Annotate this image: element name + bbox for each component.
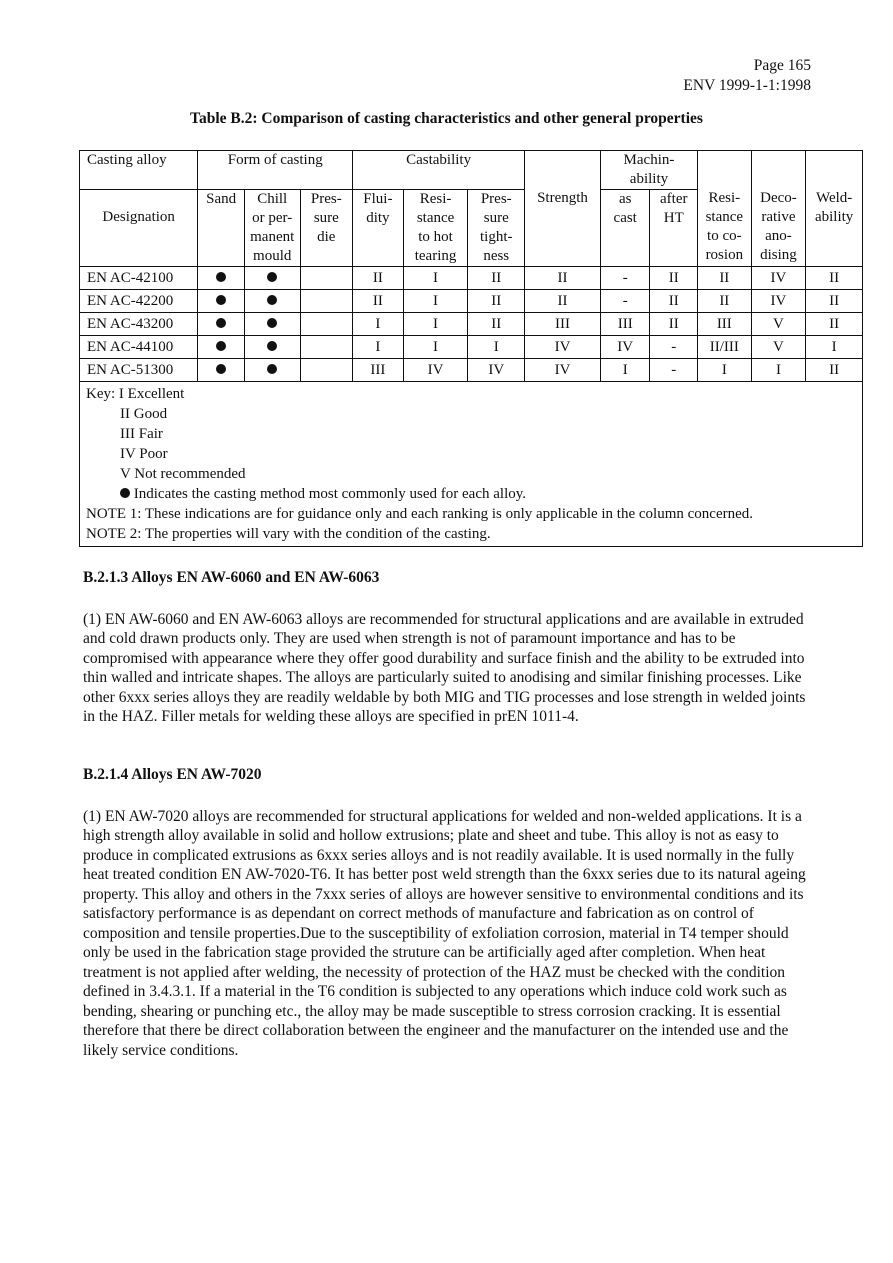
bullet-dot-icon xyxy=(216,364,226,374)
section-title: B.2.1.3 Alloys EN AW-6060 and EN AW-6063 xyxy=(83,569,380,586)
bullet-dot-icon xyxy=(267,295,277,305)
section-title: B.2.1.4 Alloys EN AW-7020 xyxy=(83,766,262,783)
header-corrosion-resistance: Resi- stance to co- rosion xyxy=(698,151,752,267)
header-row-1 xyxy=(80,151,863,190)
note-1: NOTE 1: These indications are for guidance only and each ranking is only applicable in the column concerned. xyxy=(86,506,754,522)
casting-properties-table xyxy=(79,150,863,547)
header-pressure-die: Pres- sure die xyxy=(300,190,353,267)
bullet-dot-icon xyxy=(267,272,277,282)
bullet-dot-icon xyxy=(267,364,277,374)
header-castability: Castability xyxy=(353,151,525,190)
section-paragraph: (1) EN AW-7020 alloys are recommended for structural applications for welded and non-welded applications. It is a high strength alloy available in solid and hollow extrusions; plate and sheet and tube. This alloy is not as easy to produce in complicated extrusions as 6xxx series alloys and is not readily available. It is used normally in the fully heat treated condition EN AW-7020-T6. It has better post weld strength than the 6xxx series due to its natural ageing property. This alloy and others in the 7xxx series of alloys are however sensitive to environmental conditions and its satisfactory performance is as dependant on correct methods of manufacture and fabrication as on control of composition and tensile properties.Due to the susceptibility of exfoliation corrosion, material in T4 temper should only be used in the fabrication stage provided the struture can be artificially aged after completion. When heat treatment is not applied after welding, the necessity of protection of the HAZ must be checked with the condition defined in 3.4.3.1. If a material in the T6 condition is subjected to any operations which induce cold work such as bending, shearing or punching etc., the alloy may be made susceptible to stress corrosion cracking. It is essential therefore that there be direct collaboration between the engineer and the manufacturer on the intended use and the likely service conditions. xyxy=(83,807,806,1059)
bullet-dot-icon xyxy=(267,341,277,351)
table-row: EN AC-43200 I I II III III II III V II xyxy=(80,313,863,336)
bullet-dot-icon xyxy=(120,488,130,498)
header-as-cast: as cast xyxy=(600,190,650,267)
section-paragraph: (1) EN AW-6060 and EN AW-6063 alloys are recommended for structural applications and are available in extruded and cold drawn products only. They are used when strength is not of paramount importance and has to be compromised with appearance where they offer good durability and surface finish and the ability to be extruded into thin walled and intricate shapes. The alloys are particularly suited to anodising and similar finishing processes. Like other 6xxx series alloys they are readily weldable by both MIG and TIG processes and lose strength in welded joints in the HAZ. Filler metals for welding these alloys are specified in prEN 1011-4. xyxy=(83,610,806,725)
table-row: EN AC-51300 III IV IV IV I - I I II xyxy=(80,359,863,382)
section-b2114 xyxy=(83,765,813,1060)
header-chill-mould: Chill or per- manent mould xyxy=(244,190,300,267)
header-strength: Strength xyxy=(525,151,601,267)
table-key-row xyxy=(80,382,863,547)
table-key: Key: I Excellent II Good III Fair IV Poor V Not recommended Indicates the casting method most commonly used for each alloy. NOTE 1: These indications are for guidance only and each ranking is only applicable in the column concerned. NOTE 2: The properties will vary with the condition of the casting. xyxy=(80,382,863,547)
header-decorative-anodising: Deco- rative ano- dising xyxy=(751,151,806,267)
bullet-dot-icon xyxy=(216,318,226,328)
header-sand: Sand xyxy=(198,190,245,267)
table-row: EN AC-44100 I I I IV IV - II/III V I xyxy=(80,336,863,359)
header-designation: Designation xyxy=(80,190,198,267)
bullet-dot-icon xyxy=(216,272,226,282)
header-after-ht: after HT xyxy=(650,190,698,267)
page-header xyxy=(683,56,811,96)
bullet-dot-icon xyxy=(267,318,277,328)
table-row: EN AC-42100 II I II II - II II IV II xyxy=(80,267,863,290)
header-hot-tearing: Resi- stance to hot tearing xyxy=(403,190,468,267)
bullet-dot-icon xyxy=(216,295,226,305)
page-number: Page 165 xyxy=(753,57,811,74)
header-fluidity: Flui- dity xyxy=(353,190,404,267)
table-row: EN AC-42200 II I II II - II II IV II xyxy=(80,290,863,313)
header-form-of-casting: Form of casting xyxy=(198,151,353,190)
bullet-dot-icon xyxy=(216,341,226,351)
header-machinability: Machin- ability xyxy=(600,151,697,190)
header-casting-alloy: Casting alloy xyxy=(80,151,198,190)
document-code: ENV 1999-1-1:1998 xyxy=(683,77,811,94)
note-2: NOTE 2: The properties will vary with the condition of the casting. xyxy=(86,526,491,542)
section-b2113 xyxy=(83,568,813,727)
header-weldability: Weld- ability xyxy=(806,151,863,267)
table-caption: Table B.2: Comparison of casting characteristics and other general properties xyxy=(190,110,703,127)
header-pressure-tightness: Pres- sure tight- ness xyxy=(468,190,525,267)
